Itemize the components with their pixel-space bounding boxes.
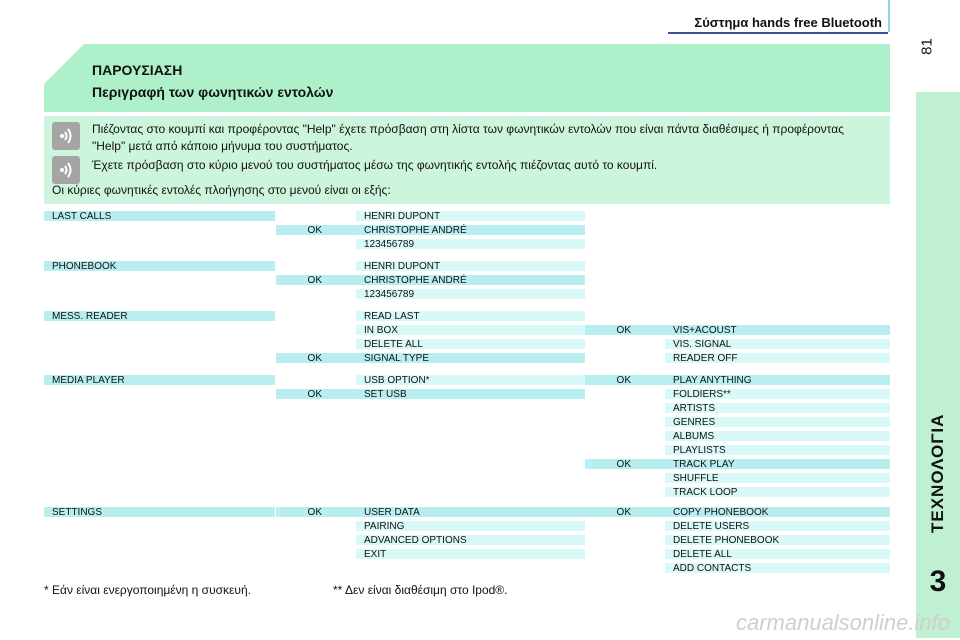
menu-cell-level1: MEDIA PLAYER [44,375,275,385]
menu-ok-2: OK [585,459,665,469]
menu-ok-1: OK [276,389,356,399]
menu-ok-1: OK [276,275,356,285]
menu-cell-level2: SIGNAL TYPE [356,353,585,363]
menu-cell-level3: SHUFFLE [665,473,890,483]
menu-cell-level3: PLAYLISTS [665,445,890,455]
menu-ok-1: OK [276,225,356,235]
menu-cell-level2: PAIRING [356,521,585,531]
menu-cell-level3: READER OFF [665,353,890,363]
voice-command-icon [52,122,80,150]
menu-cell-level3: DELETE USERS [665,521,890,531]
menu-cell-level2: SET USB [356,389,585,399]
menu-ok-2: OK [585,507,665,517]
header-divider [888,0,890,32]
menu-cell-level2: USER DATA [356,507,585,517]
menu-cell-level3: FOLDIERS** [665,389,890,399]
header-rule [668,32,888,34]
section-subtitle: Περιγραφή των φωνητικών εντολών [92,84,334,100]
menu-cell-level3: PLAY ANYTHING [665,375,890,385]
menu-cell-level3: TRACK PLAY [665,459,890,469]
menu-cell-level2: CHRISTOPHE ANDRÉ [356,275,585,285]
menu-cell-level3: COPY PHONEBOOK [665,507,890,517]
section-title: ΠΑΡΟΥΣΙΑΣΗ [92,62,183,78]
intro-commands-text: Οι κύριες φωνητικές εντολές πλοήγησης στο μενού είναι οι εξής: [52,183,391,197]
menu-cell-level2: HENRI DUPONT [356,261,585,271]
header-title: Σύστημα hands free Bluetooth [694,15,882,30]
menu-cell-level3: ADD CONTACTS [665,563,890,573]
chapter-number: 3 [929,565,947,598]
menu-cell-level1: PHONEBOOK [44,261,275,271]
voice-command-icon [52,156,80,184]
chapter-side-tab [916,92,960,638]
footnote-usb: * Εάν είναι ενεργοποιημένη η συσκευή. [44,583,251,597]
menu-cell-level2: HENRI DUPONT [356,211,585,221]
menu-cell-level3: VIS. SIGNAL [665,339,890,349]
menu-cell-level2: 123456789 [356,239,585,249]
menu-cell-level2: USB OPTION* [356,375,585,385]
menu-cell-level3: GENRES [665,417,890,427]
menu-cell-level3: VIS+ACOUST [665,325,890,335]
menu-cell-level2: READ LAST [356,311,585,321]
menu-cell-level1: SETTINGS [44,507,275,517]
intro-menu-text: Έχετε πρόσβαση στο κύριο μενού του συστήματος μέσω της φωνητικής εντολής πιέζοντας αυτό το κουμπί. [92,158,658,172]
watermark: carmanualsonline.info [735,610,950,635]
menu-ok-2: OK [585,375,665,385]
intro-help-text: Πιέζοντας στο κουμπί και προφέροντας "Help" έχετε πρόσβαση στη λίστα των φωνητικών εντολών που είναι πάντα διαθέσιμες ή προφέροντας "Help" μετά από κάποιο μήνυμα του συστήματος. [92,122,844,153]
menu-cell-level2: CHRISTOPHE ANDRÉ [356,225,585,235]
page-number: 81 [918,38,936,55]
menu-cell-level3: DELETE ALL [665,549,890,559]
menu-cell-level3: DELETE PHONEBOOK [665,535,890,545]
menu-cell-level3: TRACK LOOP [665,487,890,497]
menu-cell-level2: DELETE ALL [356,339,585,349]
menu-cell-level3: ARTISTS [665,403,890,413]
menu-cell-level2: IN BOX [356,325,585,335]
menu-ok-1: OK [276,353,356,363]
menu-cell-level2: ADVANCED OPTIONS [356,535,585,545]
menu-cell-level3: ALBUMS [665,431,890,441]
footnote-ipod: ** Δεν είναι διαθέσιμη στο Ipod®. [333,583,508,597]
menu-ok-1: OK [276,507,356,517]
menu-cell-level2: EXIT [356,549,585,559]
chapter-label: ΤΕΧΝΟΛΟΓΙΑ [928,413,947,533]
menu-cell-level1: MESS. READER [44,311,275,321]
menu-cell-level2: 123456789 [356,289,585,299]
menu-cell-level1: LAST CALLS [44,211,275,221]
section-title-box [44,44,890,112]
menu-ok-2: OK [585,325,665,335]
